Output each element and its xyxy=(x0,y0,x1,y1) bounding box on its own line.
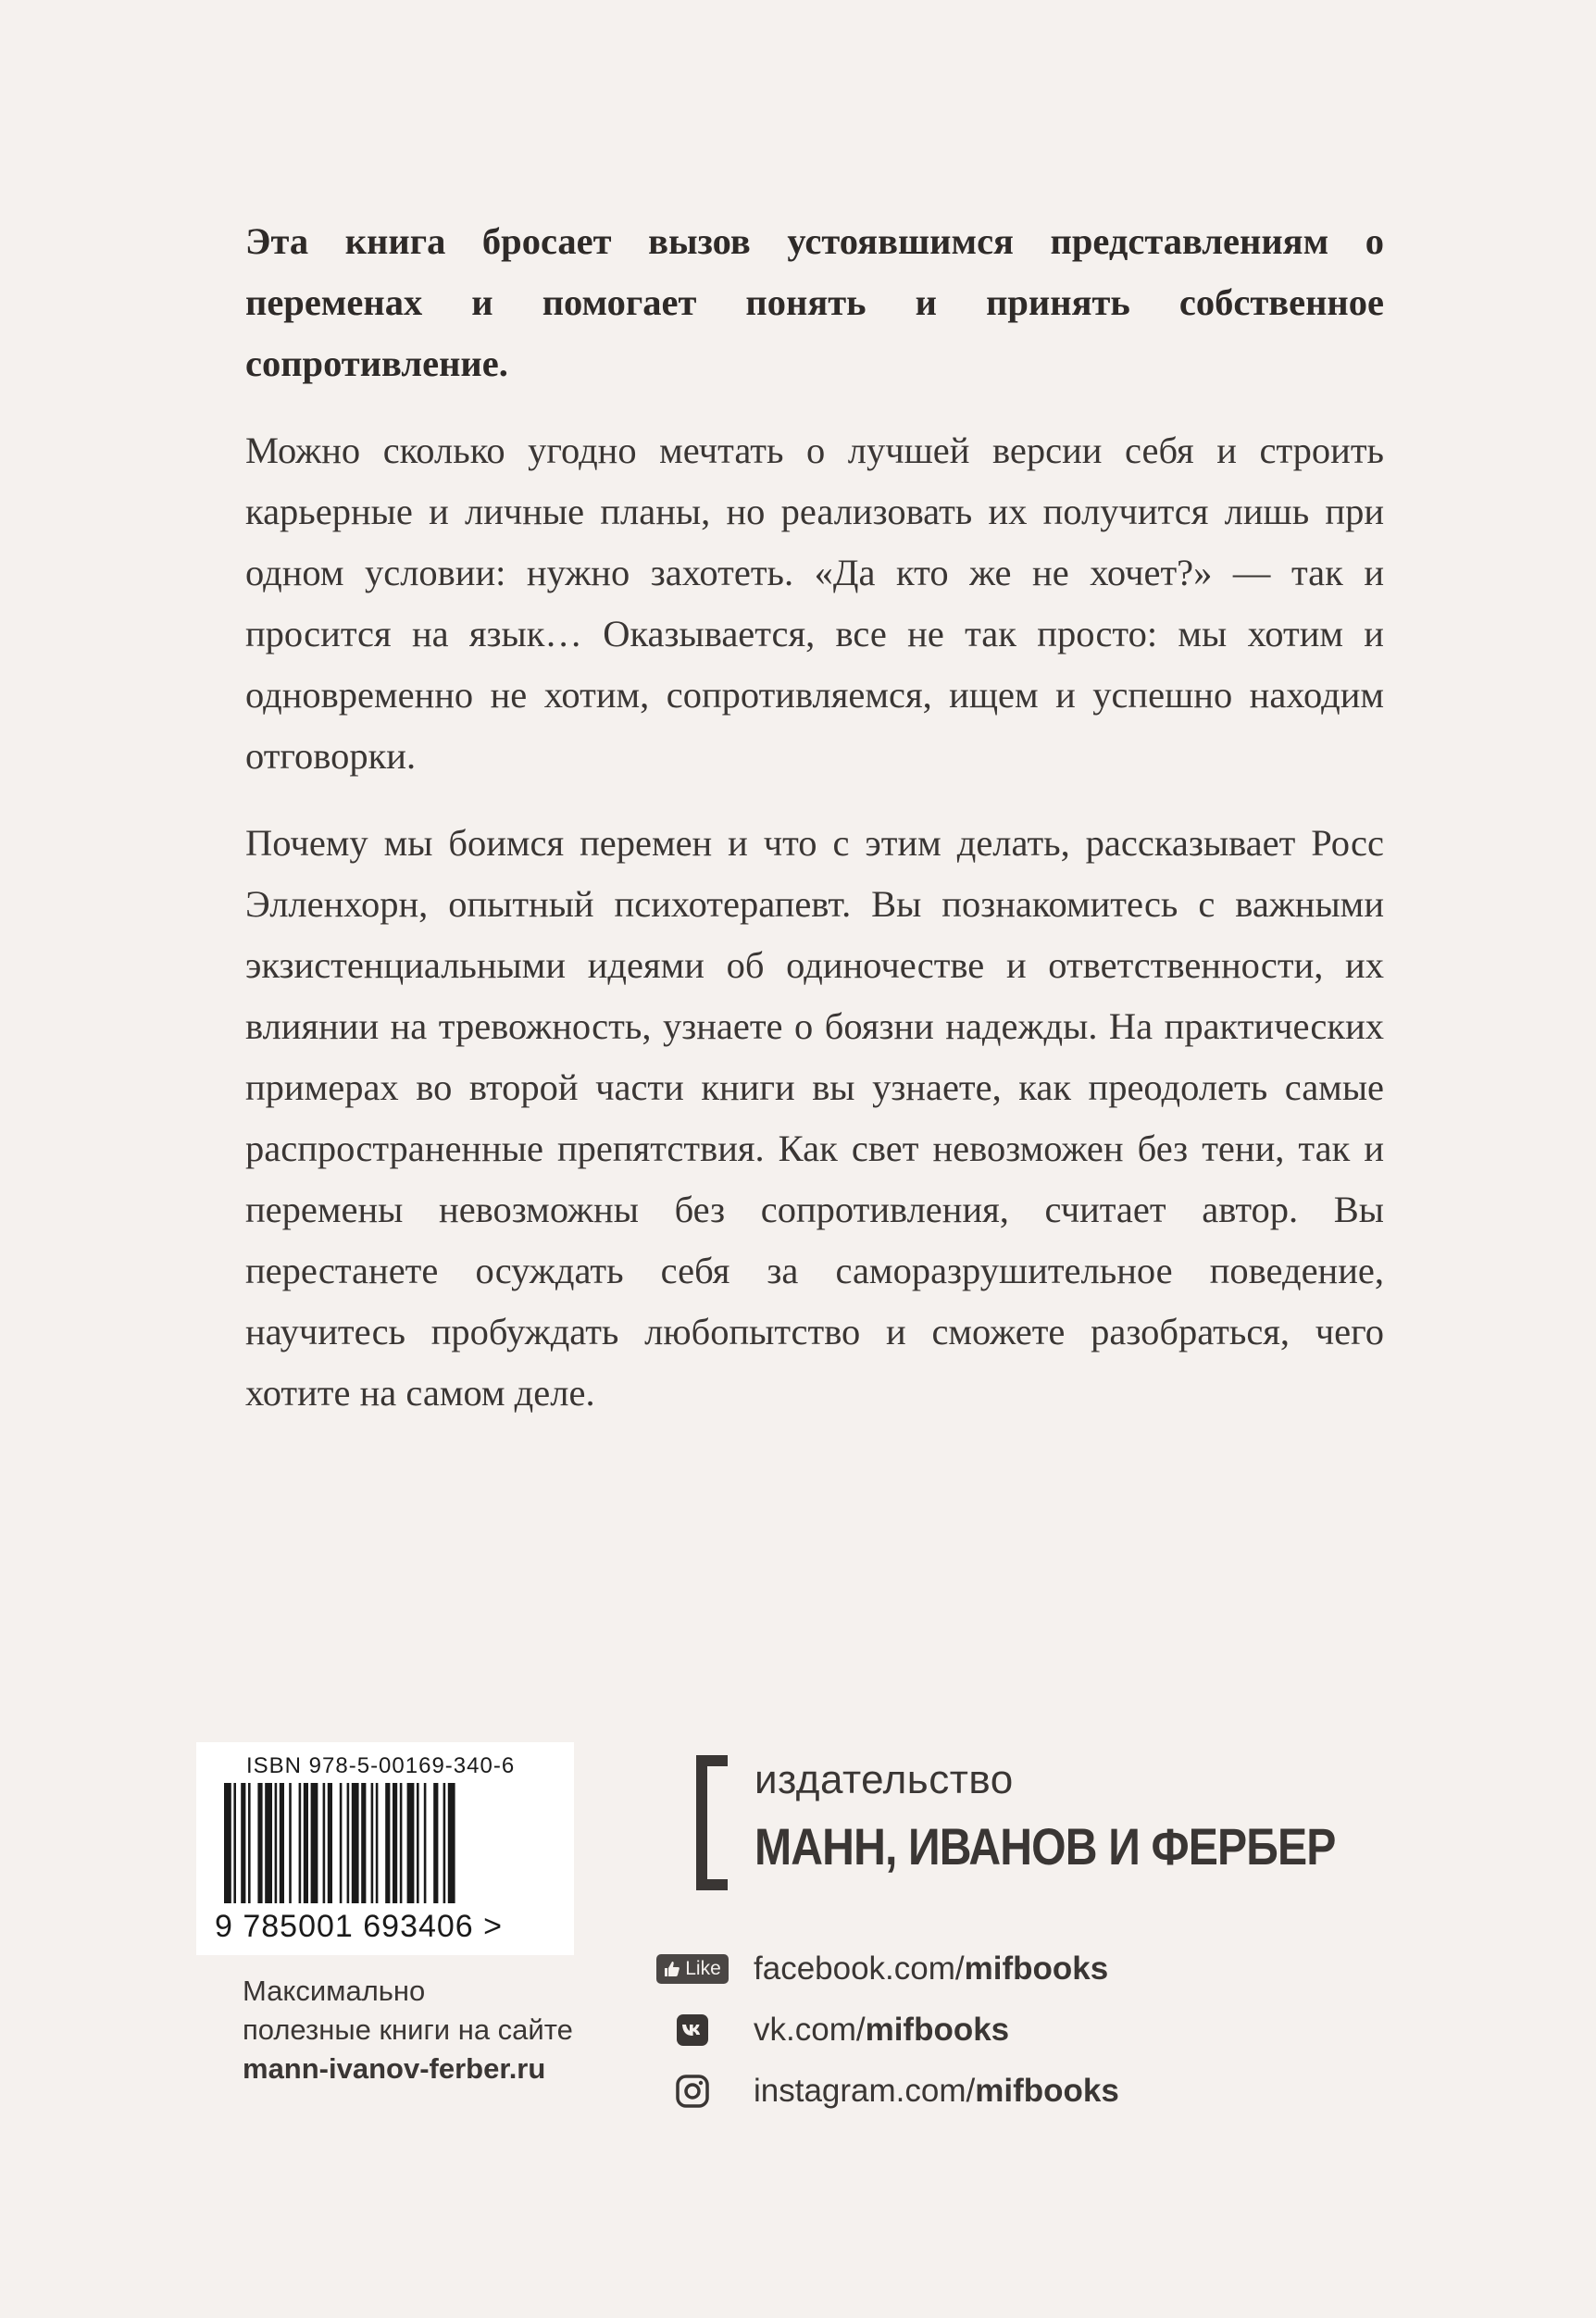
social-instagram[interactable] xyxy=(648,2061,1119,2122)
blurb-lead: Эта книга бросает вызов устоявшимся представлениям о переменах и помогает понять и принять собственное сопротивление. xyxy=(245,220,1384,384)
isbn-digits: 9 785001 693406 > xyxy=(215,1909,504,1944)
social-facebook[interactable] xyxy=(648,1938,1119,2000)
instagram-link: instagram.com/mifbooks xyxy=(754,2073,1119,2109)
barcode-bars xyxy=(224,1783,548,1903)
social-links xyxy=(648,1938,1119,2122)
site-line-1: Максимально xyxy=(243,1975,426,2007)
site-line-2: полезные книги на сайте xyxy=(243,2013,573,2046)
isbn-barcode xyxy=(196,1742,574,1955)
back-cover-blurb xyxy=(245,211,1384,1450)
publisher-site-block xyxy=(243,1972,573,2088)
blurb-paragraph-2: Почему мы боимся перемен и что с этим делать, рассказывает Росс Элленхорн, опытный психотерапевт. Вы познакомитесь с важными экзистенциальными идеями об одиночестве и ответственности, их влиянии на тревожность, узнаете о боязни надежды. На практических примерах во второй части книги вы узнаете, как преодолеть самые распространенные препятствия. Как свет невозможен без тени, так и перемены невозможны без сопротивления, считает автор. Вы перестанете осуждать себя за саморазрушительное поведение, научитесь пробуждать любопытство и сможете разобраться, чего хотите на самом деле. xyxy=(245,822,1384,1414)
blurb-paragraph-1: Можно сколько угодно мечтать о лучшей версии себя и строить карьерные и личные планы, но реализовать их получится лишь при одном условии: нужно захотеть. «Да кто же не хочет?» — так и просится на язык… Оказывается, все не так просто: мы хотим и одновременно не хотим, сопротивляемся, ищем и успешно находим отговорки. xyxy=(245,430,1384,777)
isbn-label: ISBN 978-5-00169-340-6 xyxy=(246,1753,516,1778)
vk-icon xyxy=(677,2014,708,2046)
instagram-icon xyxy=(676,2075,709,2108)
social-vk[interactable] xyxy=(648,2000,1119,2061)
facebook-link: facebook.com/mifbooks xyxy=(754,1950,1109,1987)
publisher-bracket-logo xyxy=(696,1755,728,1890)
like-label: Like xyxy=(685,1958,721,1979)
vk-link: vk.com/mifbooks xyxy=(754,2012,1010,2048)
publisher-name: МАНН, ИВАНОВ И ФЕРБЕР xyxy=(754,1817,1336,1876)
site-url[interactable]: mann-ivanov-ferber.ru xyxy=(243,2052,546,2085)
facebook-like-icon xyxy=(656,1954,729,1984)
publisher-label: издательство xyxy=(754,1757,1014,1802)
